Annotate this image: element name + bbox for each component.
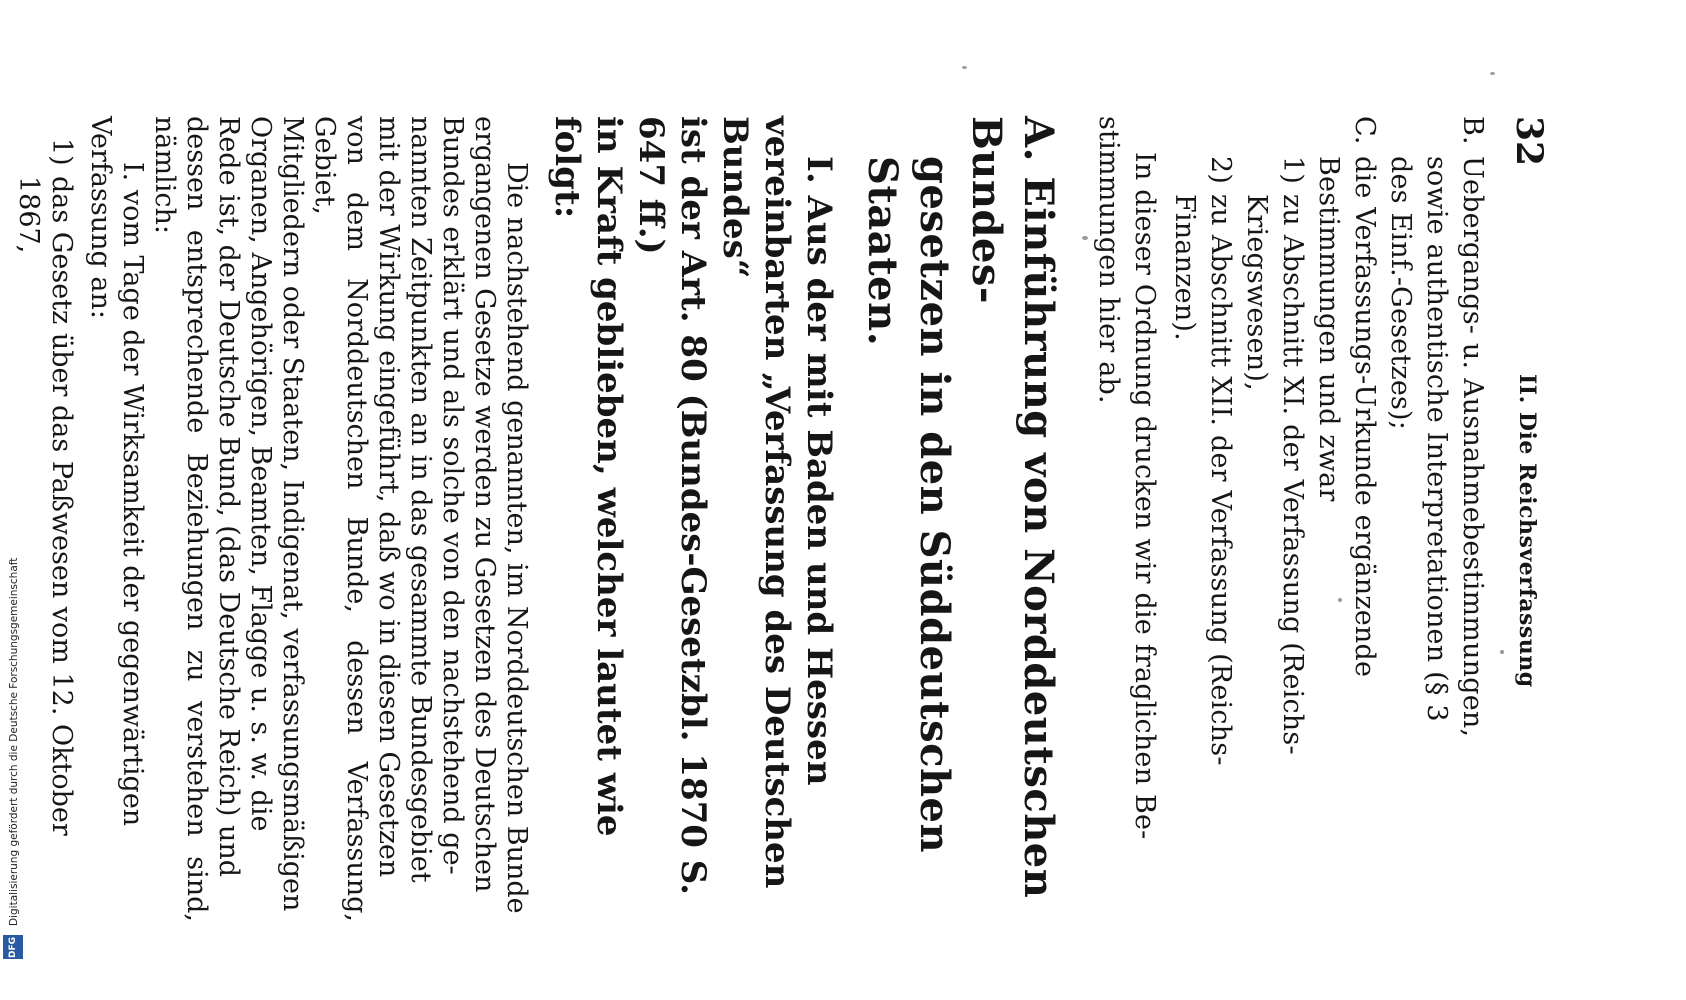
intro-line: in Kraft geblieben, welcher lautet wie folgt: [547,116,629,837]
effective-date-paragraph [84,116,148,922]
text-line: zu Abschnitt XII. der Verfassung (Reichs- [1205,194,1236,766]
closing-paragraph [1090,116,1162,922]
text-line: Uebergangs- u. Ausnahmebestimmungen, [1457,156,1488,738]
item-label: C. [1349,116,1380,145]
scan-speck [962,66,967,69]
scan-speck [1490,72,1495,75]
paragraph-line: Verfassung an: [85,116,116,319]
list-line [0,176,2,922]
running-head [1508,116,1550,922]
law-list [0,116,78,922]
paragraph-line: Rede ist, der Deutsche Bund, (das Deutsche Reich) und [213,116,244,878]
paragraph-line: nannten Zeitpunkten an in das gesammte Bundesgebiet [405,116,436,883]
text-line: In dieser Ordnung drucken wir die fraglichen Be- [1129,152,1160,840]
intro-line: ist der Art. 80 (Bundes-Gesetzbl. 1870 S. 647 ff.) [631,116,713,895]
paragraph-line: Die nachstehend genannten, im Norddeutschen Bunde [501,162,532,914]
digitization-note-text: Digitalisierung gefördert durch die Deutsche Forschungsgemeinschaft [8,557,20,926]
article-paragraph [148,116,532,922]
article-intro [546,116,840,922]
sub-item-2 [1166,116,1238,922]
heading-line: A. Einführung von Norddeutschen Bundes- [963,116,1062,899]
list-item [0,116,2,922]
text-line: stimmungen hier ab. [1093,116,1124,404]
item-label: 1) [1277,156,1308,185]
text-line: Finanzen). [1169,194,1200,341]
paragraph-line: von dem Norddeutschen Bunde, dessen Verfassung, Gebiet, [309,116,372,922]
running-title: II. Die Reichsverfassung [1514,374,1540,688]
list-number [0,138,2,166]
list-item-b [1382,116,1490,922]
list-number: 1) [46,138,77,166]
paragraph-line: Bundes erklärt und als solche von den nachstehend ge- [437,116,468,875]
section-heading [856,116,1064,922]
page-number: 32 [1508,116,1550,167]
text-line: Kriegswesen), [1241,194,1272,391]
paragraph-line: ergangenen Gesetze werden zu Gesetzen des Deutschen [469,116,500,893]
text-line: Bestimmungen und zwar [1313,156,1344,502]
intro-line: vereinbarten „Verfassung des Deutschen Bundes“ [715,116,797,889]
list-item [12,116,78,922]
paragraph-line: Organen, Angehörigen, Beamten, Flagge u. s. w. die [245,116,276,832]
heading-line: gesetzen in den Süddeutschen Staaten. [859,156,958,854]
list-line: 1867, [13,176,44,254]
paragraph-line: mit der Wirkung eingeführt, daß wo in diesen Gesetzen [373,116,404,878]
paragraph-line: Mitgliedern oder Staaten, Indigenat, verfassungsmäßigen [277,116,308,912]
list-line: das Gesetz über das Paßwesen vom 12. Oktober [46,176,77,836]
dfg-logo-badge: DFG [3,935,23,959]
text-line: sowie authentische Interpretationen (§ 3 [1421,156,1452,722]
item-label: 2) [1205,156,1236,185]
lead-block [1090,116,1490,922]
paragraph-line: I. vom Tage der Wirksamkeit der gegenwärtigen [117,162,148,827]
item-label: B. [1457,116,1488,145]
text-line: die Verfassungs-Urkunde ergänzende [1349,156,1380,678]
text-line: des Einf.-Gesetzes); [1385,156,1416,431]
sub-item-1 [1238,116,1310,922]
intro-line: I. Aus der mit Baden und Hessen [799,156,839,786]
paragraph-line: dessen entsprechende Beziehungen zu verstehen sind, nämlich: [149,116,212,922]
list-item-c [1310,116,1382,922]
text-line: zu Abschnitt XI. der Verfassung (Reichs- [1277,194,1308,755]
